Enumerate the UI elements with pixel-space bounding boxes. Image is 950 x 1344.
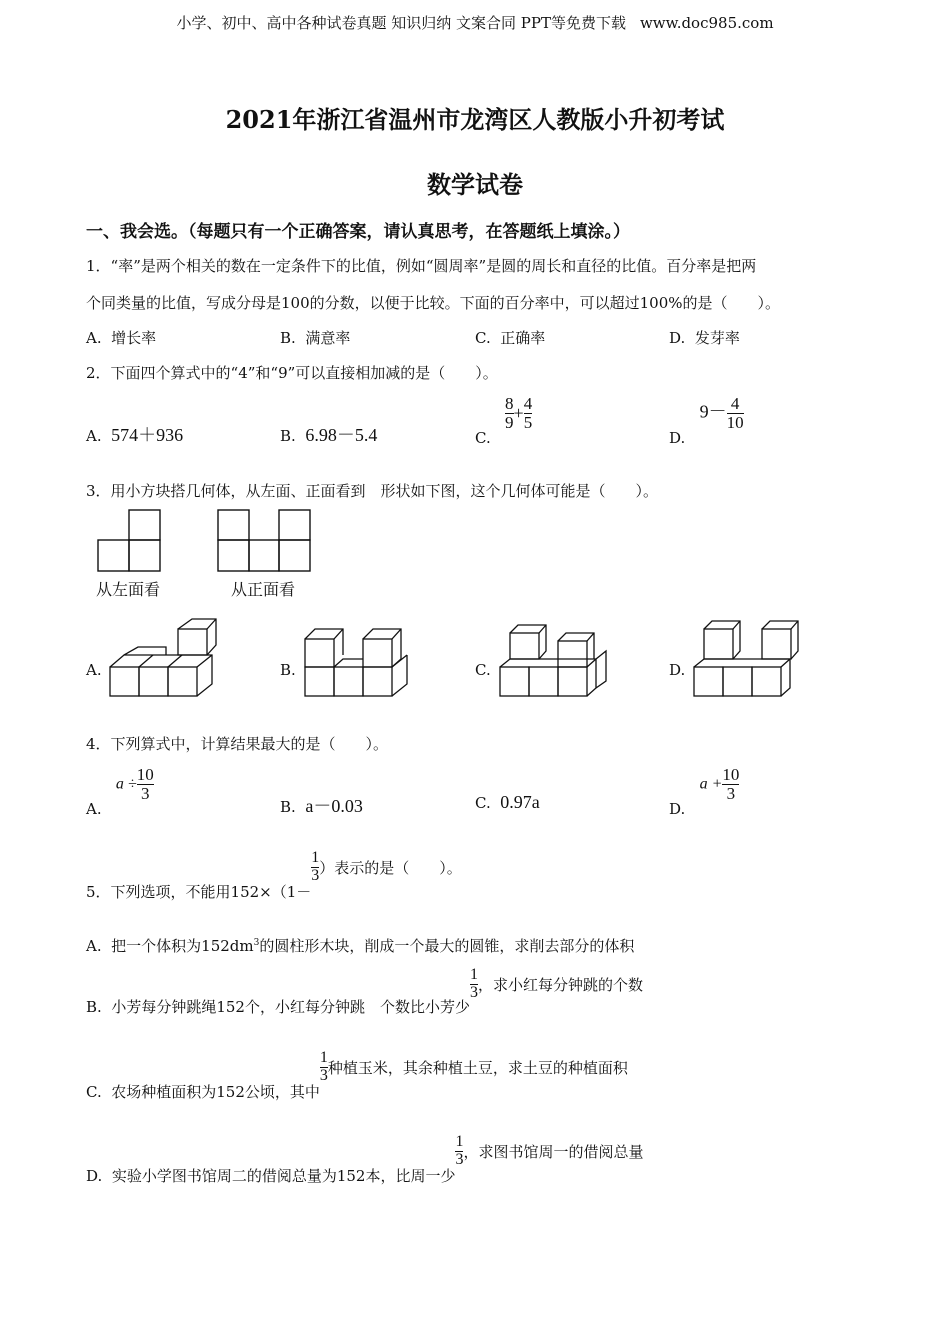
q2-option-d[interactable]: D. 9－ $\frac{4}{10}$ bbox=[669, 394, 744, 448]
q4-option-d[interactable]: D. a + $\frac{10}{3}$ bbox=[669, 765, 740, 819]
view-front-shape bbox=[218, 510, 310, 571]
q2-option-b[interactable]: B. 6.98－5.4 bbox=[280, 425, 378, 445]
q3-option-a-label[interactable]: A. bbox=[86, 661, 102, 679]
q2d-frac: $\frac{4}{10}$ bbox=[726, 394, 744, 432]
q5-option-b[interactable]: B. 小芳每分钟跳绳152个，小红每分钟跳 个数比小芳少 $\frac{1}{3}$ ，求小红每分钟跳的个数 bbox=[86, 966, 643, 1017]
exam-title: 2021年浙江省温州市龙湾区人教版小升初考试 bbox=[225, 105, 725, 134]
q2-option-a[interactable]: A. 574＋936 bbox=[86, 425, 184, 445]
q4-option-a[interactable]: A. a ÷ $\frac{10}{3}$ bbox=[86, 765, 154, 819]
section-heading: 一、我会选。（每题只有一个正确答案，请认真思考，在答题纸上填涂。） bbox=[86, 222, 630, 242]
view-front-caption: 从正面看 bbox=[231, 580, 296, 599]
q3-option-d-label[interactable]: D. bbox=[669, 661, 686, 679]
page-header bbox=[0, 12, 950, 33]
view-left-caption: 从左面看 bbox=[96, 580, 161, 599]
q1-option-c[interactable]: C. 正确率 bbox=[475, 329, 546, 347]
header-site: www.doc985.com bbox=[639, 14, 774, 32]
q3-option-c-label[interactable]: C. bbox=[475, 661, 491, 679]
view-left-shape bbox=[98, 510, 160, 571]
q1-line1: 1．“率”是两个相关的数在一定条件下的比值，例如“圆周率”是圆的周长和直径的比值。百分率是把两 bbox=[86, 257, 757, 275]
q4-stem: 4．下列算式中，计算结果最大的是（ ）。 bbox=[86, 735, 389, 753]
exam-subtitle: 数学试卷 bbox=[427, 170, 523, 199]
q3-option-c-figure bbox=[498, 615, 613, 700]
q5-stem: 5．下列选项，不能用152×（1－ $\frac{1}{3}$ ）表示的是（ ）。 bbox=[86, 849, 462, 902]
q2-stem: 2．下面四个算式中的“4”和“9”可以直接相加减的是（ ）。 bbox=[86, 364, 498, 382]
q1-option-d[interactable]: D. 发芽率 bbox=[669, 329, 740, 347]
q5-option-d[interactable]: D. 实验小学图书馆周二的借阅总量为152本，比周一少 $\frac{1}{3}$ ，求图书馆周一的借阅总量 bbox=[86, 1133, 644, 1186]
q3-option-a-figure bbox=[108, 615, 223, 700]
q2c-frac2: $\frac{4}{5}$ bbox=[523, 394, 533, 432]
q4-option-c[interactable]: C. 0.97a bbox=[475, 792, 540, 812]
q1-option-b[interactable]: B. 满意率 bbox=[280, 329, 351, 347]
q3-option-d-figure bbox=[692, 615, 807, 700]
q3-option-b-figure bbox=[303, 615, 418, 700]
q5-option-a[interactable]: A. 把一个体积为$152dm^3$的圆柱形木块，削成一个最大的圆锥，求削去部分的体积 bbox=[86, 937, 635, 955]
q3-stem: 3．用小方块搭几何体，从左面、正面看到 形状如下图，这个几何体可能是（ ）。 bbox=[86, 482, 659, 500]
q2-option-c[interactable]: C. $\frac{8}{9}$ + $\frac{4}{5}$ bbox=[475, 394, 533, 448]
q3-option-b-label[interactable]: B. bbox=[280, 661, 296, 679]
q5-option-c[interactable]: C. 农场种植面积为152公顷，其中 $\frac{1}{3}$ 种植玉米，其余种植土豆，求土豆的种植面积 bbox=[86, 1049, 628, 1102]
q3-view-figures bbox=[96, 508, 326, 574]
q4-option-b[interactable]: B. a－0.03 bbox=[280, 796, 363, 816]
q2c-frac1: $\frac{8}{9}$ bbox=[505, 394, 514, 432]
q1-option-a[interactable]: A. 增长率 bbox=[86, 329, 157, 347]
q1-line2: 个同类量的比值，写成分母是100的分数，以便于比较。下面的百分率中，可以超过100%的是（ ）。 bbox=[86, 294, 781, 312]
header-text: 小学、初中、高中各种试卷真题 知识归纳 文案合同 PPT等免费下载 bbox=[176, 14, 626, 32]
